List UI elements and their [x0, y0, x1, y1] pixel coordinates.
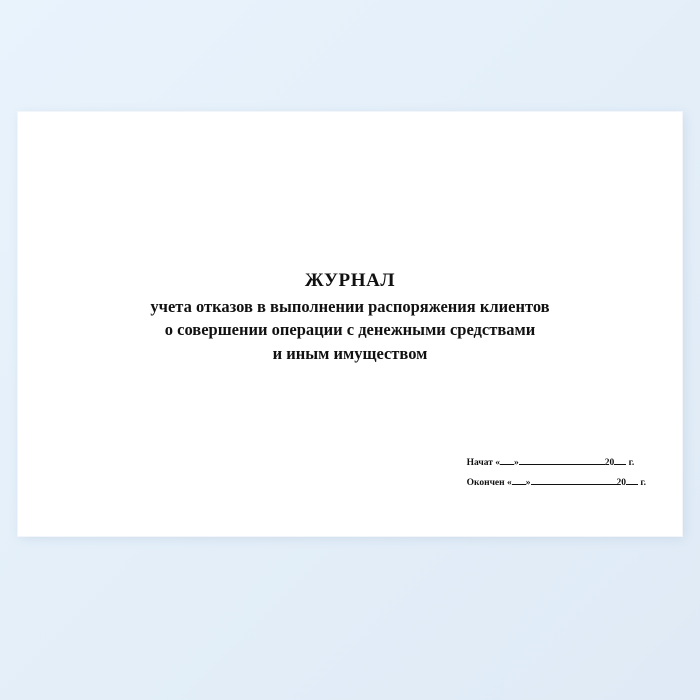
journal-cover-page — [18, 112, 682, 536]
started-year-blank — [614, 464, 626, 465]
document-subtitle-line-1: учета отказов в выполнении распоряжения клиентов — [150, 296, 550, 316]
started-day-blank — [500, 464, 514, 465]
date-fields-block — [467, 454, 646, 494]
finished-quote-close: » — [525, 478, 531, 489]
title-block — [18, 269, 682, 365]
finished-year-blank — [626, 484, 638, 485]
finished-month-blank — [531, 484, 617, 485]
started-month-blank — [519, 464, 605, 465]
document-title: ЖУРНАЛ — [304, 270, 396, 291]
finished-label: Окончен — [466, 478, 505, 489]
finished-year-prefix: 20 — [616, 478, 626, 489]
document-subtitle-line-2: о совершении операции с денежными средствами — [164, 320, 536, 340]
started-field-row — [467, 454, 646, 474]
finished-field-row — [467, 474, 646, 494]
started-label: Начат — [466, 458, 493, 469]
started-quote-close: » — [514, 458, 519, 469]
started-year-prefix: 20 — [604, 458, 615, 469]
started-quote-open: « — [495, 458, 501, 469]
finished-year-suffix: г. — [640, 478, 646, 489]
document-subtitle-line-3: и иным имуществом — [272, 343, 428, 363]
started-year-suffix: г. — [628, 458, 635, 469]
finished-quote-open: « — [507, 478, 512, 489]
finished-day-blank — [512, 484, 526, 485]
